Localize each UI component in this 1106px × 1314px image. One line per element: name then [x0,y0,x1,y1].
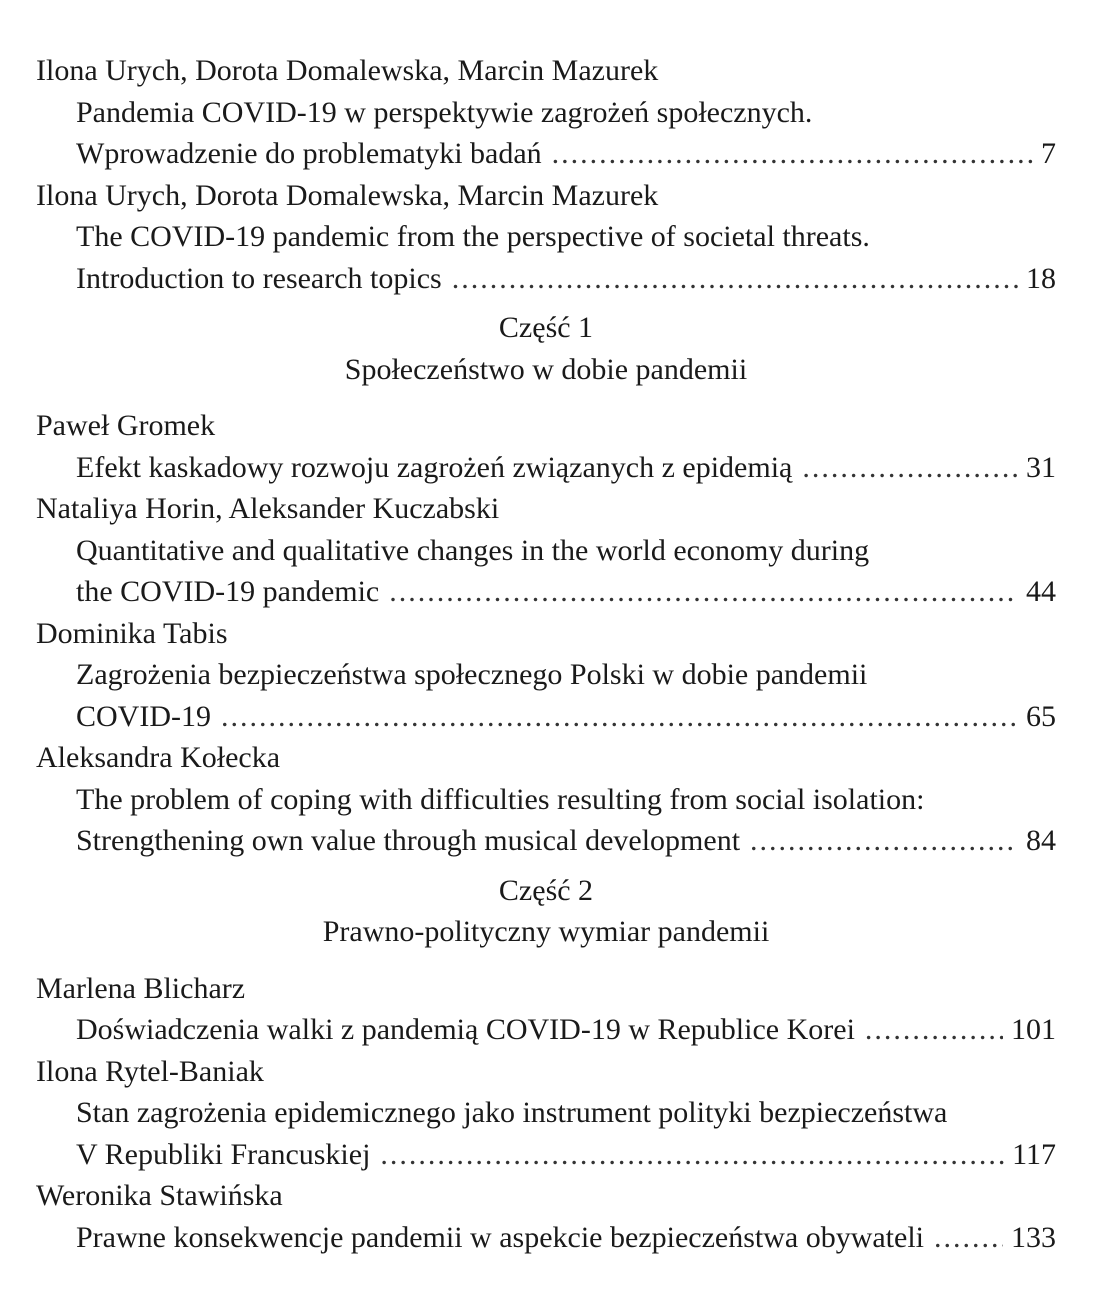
toc-entry [36,50,1056,175]
toc-entry [36,488,1056,613]
dot-leader [802,447,1018,489]
part-heading: Część 1 [498,311,594,344]
page-number: 117 [1012,1137,1056,1171]
dot-leader [552,133,1033,175]
page-number: 7 [1041,137,1056,170]
entry-title-text: V Republiki Francuskiej [76,1137,371,1171]
toc-entry [36,175,1056,300]
entry-title-last-line [36,696,1056,738]
page-number: 84 [1026,824,1056,857]
toc-entry [36,737,1056,862]
entry-title-last-line [36,133,1056,175]
entry-title-line: Quantitative and qualitative changes in the world economy during [76,533,870,567]
entry-author: Marlena Blicharz [36,971,246,1005]
entry-author: Ilona Urych, Dorota Domalewska, Marcin Mazurek [36,54,659,87]
entry-title-last-line [36,571,1056,613]
entry-title-line: Stan zagrożenia epidemicznego jako instrument polityki bezpieczeństwa [76,1096,948,1129]
entry-title-last-line [36,1134,1056,1176]
toc-entry [36,968,1056,1051]
entry-author: Ilona Urych, Dorota Domalewska, Marcin Mazurek [36,178,659,212]
entry-author: Paweł Gromek [36,409,216,442]
dot-leader [750,820,1018,862]
part-heading: Część 2 [498,873,594,907]
part-title: Prawno-polityczny wymiar pandemii [322,915,770,948]
entry-title-text: Strengthening own value through musical development [76,824,741,857]
entry-title-text: Prawne konsekwencje pandemii w aspekcie bezpieczeństwa obywateli [76,1220,924,1254]
entry-title-text: Introduction to research topics [76,261,442,295]
page-number: 18 [1026,261,1056,295]
dot-leader [380,1134,1004,1176]
entry-title-text: Wprowadzenie do problematyki badań [76,137,542,170]
entry-title-line: The COVID-19 pandemic from the perspective of societal threats. [76,220,870,253]
entry-author: Nataliya Horin, Aleksander Kuczabski [36,492,500,525]
entry-author: Aleksandra Kołecka [36,741,281,774]
page-number: 65 [1026,699,1056,733]
entry-title-line: The problem of coping with difficulties resulting from social isolation: [76,782,925,816]
toc-entry [36,405,1056,488]
entry-title-text: the COVID-19 pandemic [76,575,380,608]
entry-author: Dominika Tabis [36,616,228,650]
entry-title-last-line [36,258,1056,300]
entry-title-text: Efekt kaskadowy rozwoju zagrożeń związanych z epidemią [76,450,793,484]
entry-title-line: Zagrożenia bezpieczeństwa społecznego Polski w dobie pandemii [76,658,868,691]
toc-entry [36,1175,1056,1258]
page-number: 31 [1026,450,1056,484]
entry-title-line: Pandemia COVID-19 w perspektywie zagrożeń społecznych. [76,95,813,129]
entry-author: Weronika Stawińska [36,1179,283,1212]
page-number: 44 [1026,575,1056,608]
toc-entry [36,1051,1056,1176]
entry-title-last-line [36,447,1056,489]
part-title: Społeczeństwo w dobie pandemii [344,352,748,386]
entry-title-text: Doświadczenia walki z pandemią COVID-19 w Republice Korei [76,1013,855,1046]
dot-leader [452,258,1018,300]
entry-author: Ilona Rytel-Baniak [36,1054,264,1088]
dot-leader [934,1217,1003,1259]
entry-title-last-line [36,820,1056,862]
dot-leader [389,571,1018,613]
dot-leader [865,1009,1003,1051]
entry-title-last-line [36,1217,1056,1259]
toc-entry [36,613,1056,738]
entry-title-text: COVID-19 [76,699,211,733]
entry-title-last-line [36,1009,1056,1051]
page-number: 101 [1011,1013,1056,1046]
page-number: 133 [1011,1220,1056,1254]
dot-leader [221,696,1018,738]
table-of-contents [36,50,1056,1258]
